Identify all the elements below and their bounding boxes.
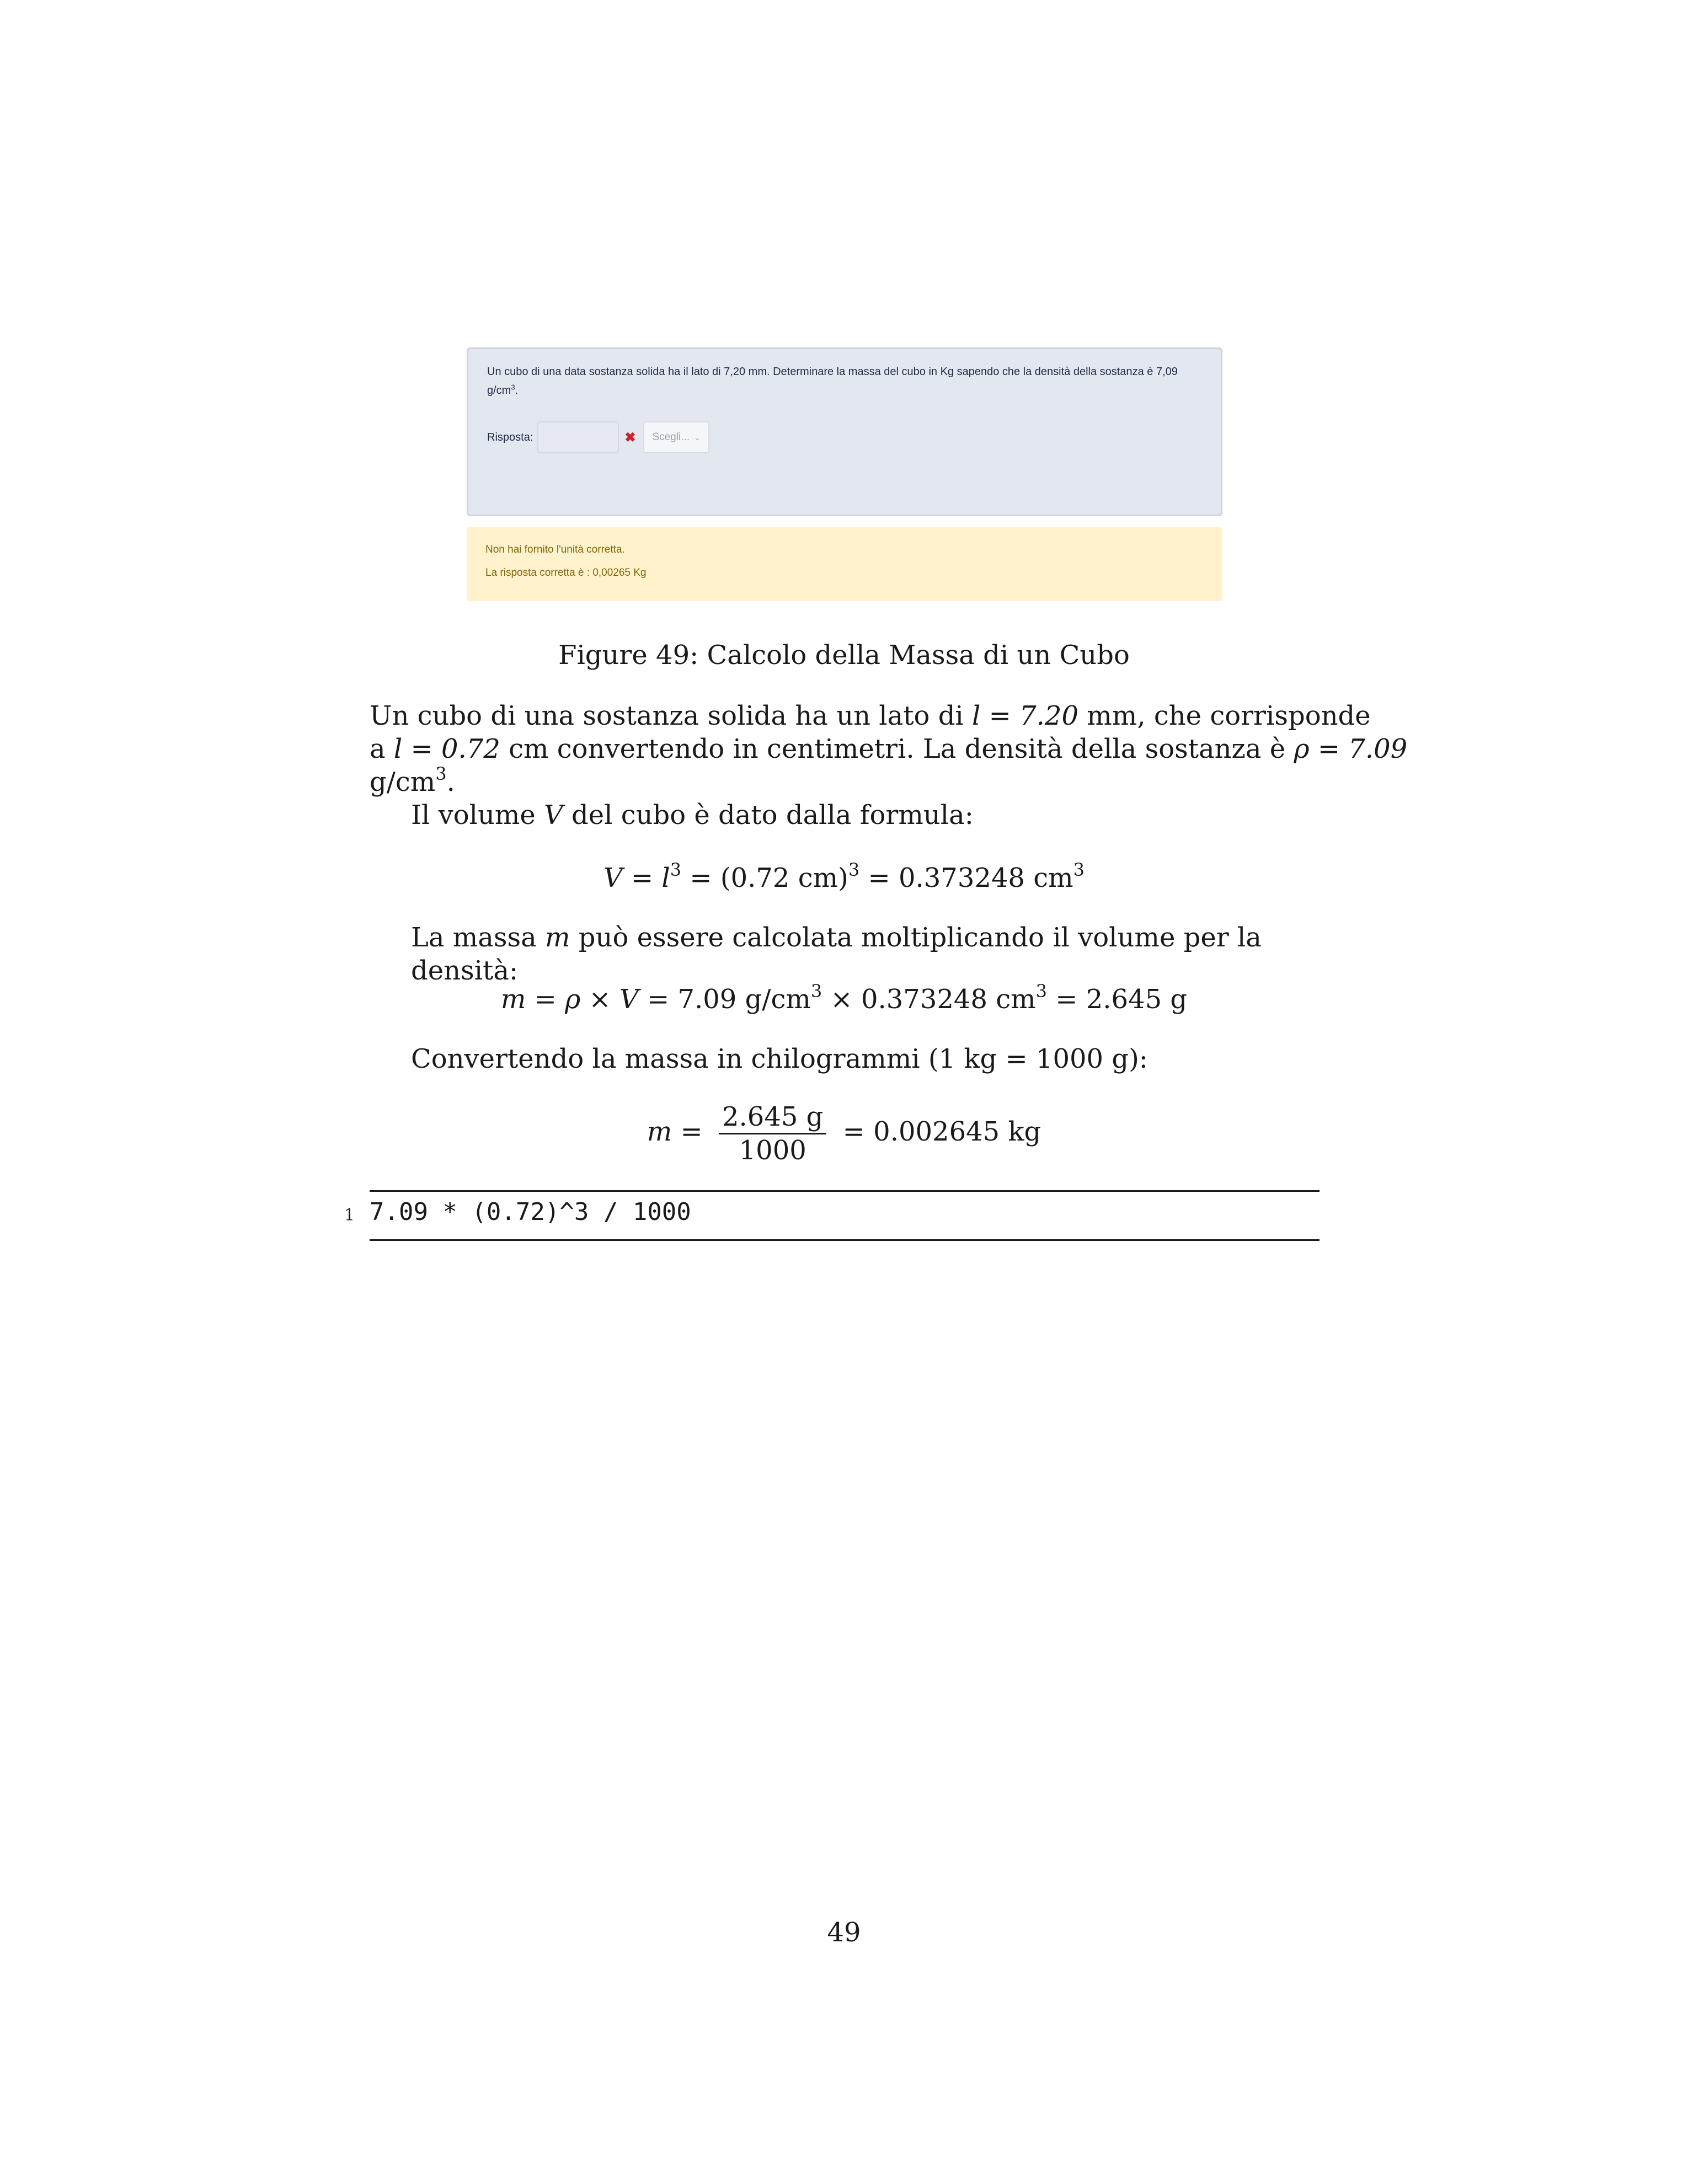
question-body: Un cubo di una data sostanza solida ha il lato di 7,20 mm. Determinare la massa del cubo in Kg sapendo che la densità della sostanza è 7,09 xyxy=(487,366,1178,378)
feedback-correct-answer: La risposta corretta è : 0,00265 Kg xyxy=(485,567,647,579)
paragraph-1-line-3: $g/cm^3$. xyxy=(370,763,455,797)
equation-volume: $V = l^3 = (0.72$ cm)$^3$ = 0.373248 $cm^3$ xyxy=(603,859,1085,893)
incorrect-icon: ✖ xyxy=(624,430,636,445)
paragraph-3: La massa m può essere calcolata moltiplicando il volume per la densità: xyxy=(411,922,1262,986)
answer-input[interactable] xyxy=(537,421,619,453)
question-card xyxy=(467,347,1222,516)
code-line: 7.09 * (0.72)^3 / 1000 xyxy=(370,1198,691,1226)
fraction-denominator: 1000 xyxy=(739,1135,806,1166)
code-bottom-rule xyxy=(370,1239,1320,1241)
paragraph-4: Convertendo la massa in chilogrammi (1 kg = 1000 g): xyxy=(411,1043,1148,1074)
chevron-down-icon: ⌄ xyxy=(694,432,701,442)
equation-conversion: m = $\frac{2.645 g}{1000}$ = 0.002645 kg xyxy=(647,1101,1041,1166)
question-text xyxy=(487,362,1204,400)
unit-select[interactable] xyxy=(643,421,709,453)
code-line-number: 1 xyxy=(344,1206,355,1225)
answer-label: Risposta: xyxy=(487,431,533,443)
feedback-box xyxy=(467,527,1222,601)
feedback-unit-message: Non hai fornito l'unità corretta. xyxy=(485,544,625,555)
quiz-screenshot xyxy=(467,347,1222,579)
unit-select-value: Scegli... xyxy=(652,431,690,443)
fraction-numerator: 2.645 g xyxy=(719,1101,826,1134)
paragraph-1-line-2: a l = 0.72 cm convertendo in centimetri. La densità della sostanza è ρ = 7.09 xyxy=(370,734,1408,764)
paragraph-1-line-1: Un cubo di una sostanza solida ha un lato di l = 7.20 mm, che corrisponde xyxy=(370,700,1371,731)
answer-row xyxy=(487,421,709,454)
equation-mass: m = ρ × V = 7.09 $g/cm^3 \times 0.373248$ $cm^3 = 2.645$ g xyxy=(500,981,1188,1015)
fraction xyxy=(719,1101,826,1166)
page-number: 49 xyxy=(827,1917,861,1948)
figure-caption: Figure 49: Calcolo della Massa di un Cubo xyxy=(558,640,1130,671)
paragraph-2: Il volume V del cubo è dato dalla formula: xyxy=(411,800,974,831)
question-unit: $g/cm^3$. xyxy=(487,383,519,397)
code-top-rule xyxy=(370,1190,1320,1192)
